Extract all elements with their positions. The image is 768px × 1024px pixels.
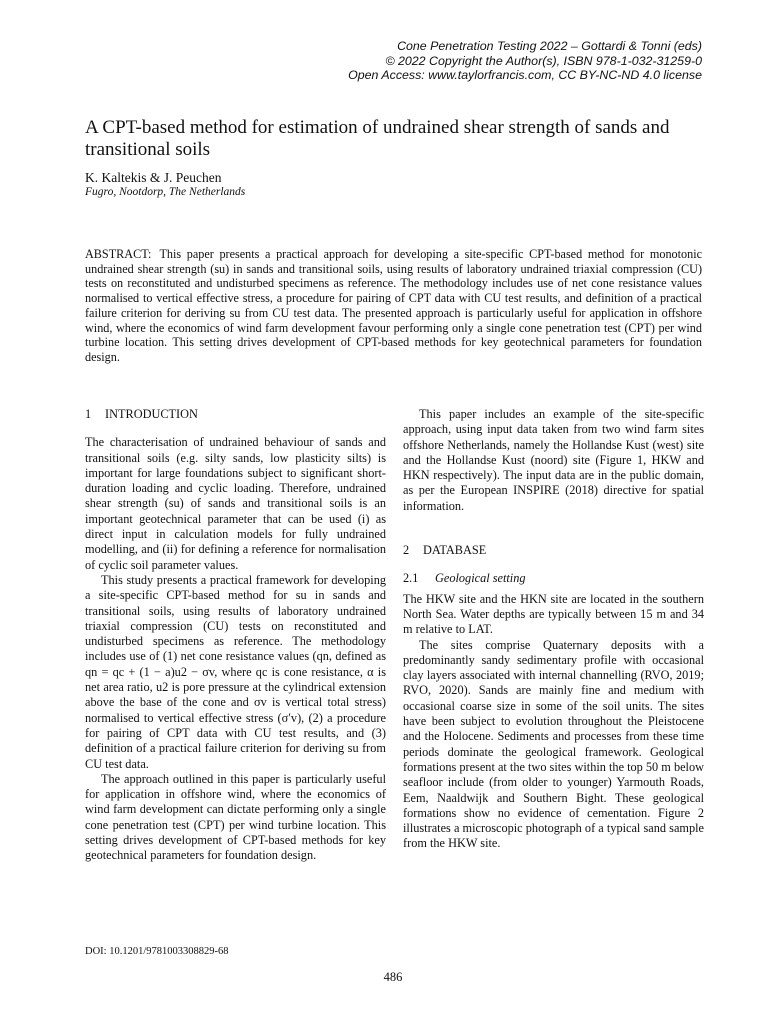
header-line-1: Cone Penetration Testing 2022 – Gottardi & Tonni (eds) (397, 39, 702, 53)
section-2-number: 2 (403, 543, 410, 558)
intro-paragraph-3: The approach outlined in this paper is particularly useful for application in offshore wind, where the economics of wind farm development can dictate performing only a single cone penetration test (CPT) per wind turbine location. This setting drives development of CPT-based methods for key geotechnical parameters for foundation design. (85, 771, 386, 863)
intro-paragraph-1: The characterisation of undrained behaviour of sands and transitional soils (e.g. silty sands, low plasticity silts) is important for large foundations subject to significant short-duration loading and cyclic loading. Therefore, undrained shear strength (su) of sands and transitional soils is an important geotechnical parameter that can be used (i) as direct input in calculation models for fully undrained modelling, and (ii) for defining a reference for normalisation of cyclic soil parameter values. (85, 435, 386, 572)
left-column (85, 407, 386, 864)
section-1-number: 1 (85, 407, 92, 421)
paper-title: A CPT-based method for estimation of undrained shear strength of sands and transitional soils (85, 117, 670, 160)
publication-header (348, 39, 702, 83)
intro-paragraph-4: This paper includes an example of the site-specific approach, using input data taken from two wind farm sites offshore Netherlands, namely the Hollandse Kust (west) site and the Hollandse Kust (noord) site (Figure 1, HKW and HKN respectively). The input data are in the public domain, as per the European INSPIRE (2018) directive for spatial information. (403, 407, 704, 513)
doi: DOI: 10.1201/9781003308829-68 (85, 946, 229, 957)
intro-paragraph-2: This study presents a practical framework for developing a site-specific CPT-based method for su in sands and transitional soils, using results of laboratory undrained triaxial compression (CU) tests on reconstituted and undisturbed specimens as reference. The methodology includes use of (1) net cone resistance values (qn, defined as qn = qc + (1 − a)u2 − σv, where qc is cone resistance, α is net area ratio, u2 is pore pressure at the cylindrical extension above the base of the cone and σv is vertical total stress) normalised to vertical effective stress (σ′v), (2) a procedure for pairing of CPT data with CU test results, and (3) definition of a practical failure criterion for deriving su from CU test data. (85, 572, 386, 771)
header-line-3: Open Access: www.taylorfrancis.com, CC BY-NC-ND 4.0 license (348, 68, 702, 83)
right-column (403, 407, 704, 852)
section-gap (403, 514, 704, 543)
page-number: 486 (383, 970, 403, 984)
geology-paragraph-1: The HKW site and the HKN site are located in the southern North Sea. Water depths are typically between 15 m and 34 m relative to LAT. (403, 591, 704, 637)
affiliation: Fugro, Nootdorp, The Netherlands (85, 186, 246, 198)
section-1-heading (85, 407, 386, 422)
subsection-2-1-number: 2.1 (403, 571, 419, 586)
section-2-title: DATABASE (423, 543, 487, 558)
section-1-title: INTRODUCTION (105, 407, 198, 421)
header-line-2: © 2022 Copyright the Author(s), ISBN 978-1-032-31259-0 (385, 53, 702, 68)
authors: K. Kaltekis & J. Peuchen (85, 170, 222, 185)
geology-paragraph-2: The sites comprise Quaternary deposits with a predominantly sandy sedimentary profile with occasional clay layers associated with internal channelling (RVO, 2019; RVO, 2020). Sands are mainly fine and medium with occasional coarse size in some of the soil units. The sites have been subject to evolution throughout the Pleistocene and the Holocene. Sediments and processes from these time periods dominate the geological framework. Geological formations present at the two sites within the top 50 m below seafloor include (from older to younger) Yarmouth Roads, Eem, Naaldwijk and Southern Bight. These geological formations show no evidence of cementation. Figure 2 illustrates a microscopic photograph of a typical sand sample from the HKW site. (403, 637, 704, 851)
abstract (85, 247, 702, 365)
section-2-heading (403, 543, 704, 558)
subsection-2-1-heading (403, 571, 704, 586)
abstract-label: ABSTRACT: (85, 247, 152, 261)
abstract-text: This paper presents a practical approach for developing a site-specific CPT-based method for monotonic undrained shear strength (su) in sands and transitional soils, using results of laboratory undrained triaxial compression (CU) tests on reconstituted and undisturbed specimens as reference. The methodology includes use of net cone resistance values normalised to vertical effective stress, a procedure for pairing of CPT data with CU test results, and definition of a practical failure criterion for deriving su from CU test data. The presented approach is particularly useful for application in offshore wind, where the economics of wind farm development favour performing only a single cone penetration test (CPT) per wind turbine location. This setting drives development of CPT-based methods for key geotechnical parameters for foundation design. (85, 247, 702, 364)
subsection-2-1-title: Geological setting (435, 571, 526, 586)
